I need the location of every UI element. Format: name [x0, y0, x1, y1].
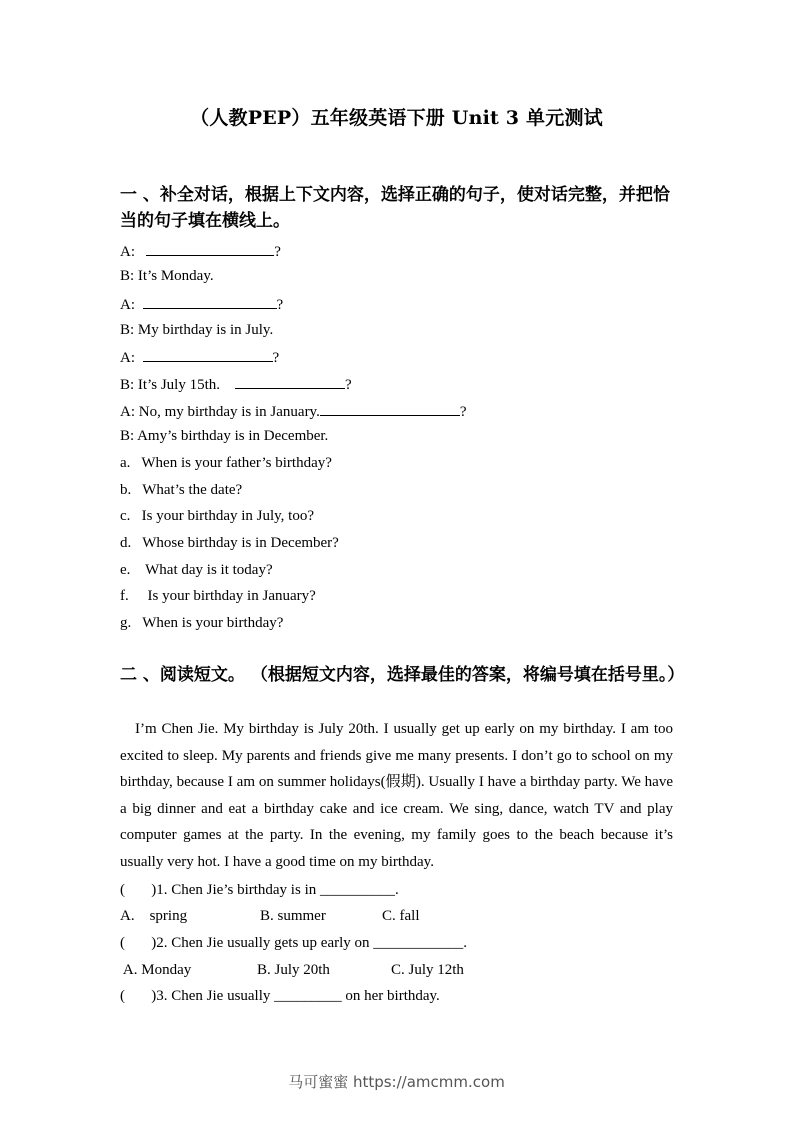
answer-blank: [146, 241, 274, 256]
option-e: e. What day is it today?: [120, 562, 273, 578]
option-d: d. Whose birthday is in December?: [120, 535, 339, 551]
option-a: a. When is your father’s birthday?: [120, 455, 332, 471]
question-2-options: A. Monday B. July 20th C. July 12th: [120, 962, 464, 978]
footer-watermark: 马可蜜蜜 https://amcmm.com: [288, 1073, 505, 1091]
dialogue-line-7: A: No, my birthday is in January. ?: [120, 401, 467, 421]
dialogue-line-1: A: ?: [120, 241, 281, 261]
question-3: ( )3. Chen Jie usually _________ on her birthday.: [120, 988, 440, 1004]
dialogue-line-4: B: My birthday is in July.: [120, 322, 274, 338]
page-title: （人教PEP）五年级英语下册 Unit 3 单元测试: [190, 107, 603, 129]
answer-blank: [235, 374, 345, 389]
reading-passage: [120, 716, 673, 876]
section1-heading: 一 、补全对话，根据上下文内容，选择正确的句子，使对话完整，并把恰当的句子填在横线上。: [120, 185, 670, 231]
dialogue-line-8: B: Amy’s birthday is in December.: [120, 428, 329, 444]
dialogue-line-6: B: It’s July 15th. ?: [120, 374, 352, 394]
option-f: f. Is your birthday in January?: [120, 588, 316, 604]
answer-blank: [320, 401, 460, 416]
answer-blank: [143, 347, 273, 362]
passage-text: I’m Chen Jie. My birthday is July 20th. I usually get up early on my birthday. I am too excited to sleep. My parents and friends give me many presents. I don’t go to school on my birthday, because I am on summer holidays(假期). Usually I have a birthday party. We have a big dinner and eat a birthday cake and ice cream. We sing, dance, watch TV and play computer games at the party. In the evening, my family goes to the beach because it’s usually very hot. I have a good time on my birthday.: [120, 721, 673, 870]
question-2: ( )2. Chen Jie usually gets up early on ____________.: [120, 935, 468, 951]
option-b: b. What’s the date?: [120, 482, 243, 498]
option-g: g. When is your birthday?: [120, 615, 284, 631]
section2-heading: 二 、阅读短文。 （根据短文内容，选择最佳的答案，将编号填在括号里。）: [120, 665, 685, 685]
option-c: c. Is your birthday in July, too?: [120, 508, 314, 524]
dialogue-line-3: A: ?: [120, 294, 283, 314]
dialogue-line-2: B: It’s Monday.: [120, 268, 214, 284]
answer-blank: [143, 294, 277, 309]
question-1-options: A. spring B. summer C. fall: [120, 908, 420, 924]
dialogue-line-5: A: ?: [120, 347, 279, 367]
question-1: ( )1. Chen Jie’s birthday is in __________.: [120, 882, 399, 898]
